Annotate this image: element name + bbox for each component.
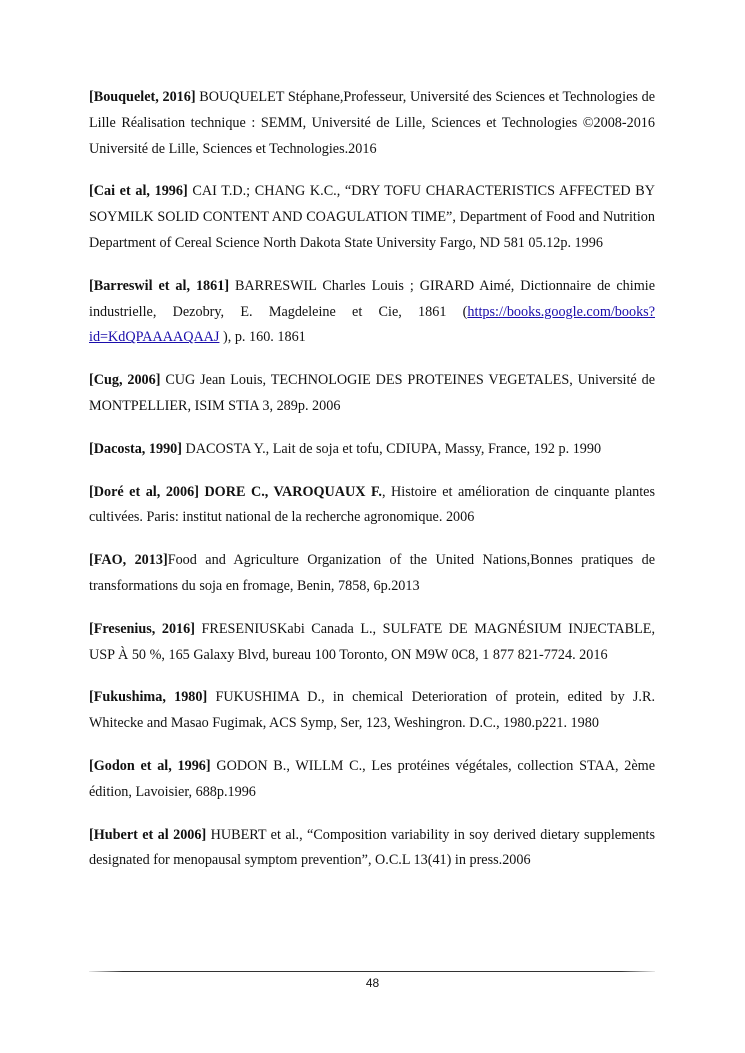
reference-key: [Fresenius, 2016]: [89, 620, 195, 637]
reference-entry: [89, 617, 655, 669]
page-number: 48: [365, 976, 380, 990]
reference-entry: [89, 437, 655, 463]
reference-text: BOUQUELET Stéphane,Professeur, Université des Sciences et Technologies de Lille Réalisation technique : SEMM, Université de Lille, Sciences et Technologies ©2008-2016 Université de Lille, Sciences et Technologies.2016: [89, 89, 656, 157]
reference-text-after: ), p. 160. 1861: [219, 329, 306, 346]
reference-key: [FAO, 2013]: [89, 552, 168, 569]
reference-key: [Doré et al, 2006]: [89, 483, 199, 500]
reference-entry: [89, 179, 655, 256]
reference-text: CAI T.D.; CHANG K.C., “DRY TOFU CHARACTERISTICS AFFECTED BY SOYMILK SOLID CONTENT AND COAGULATION TIME”, Department of Food and Nutrition Department of Cereal Science North Dakota State University Fargo, ND 581 05.12p. 1996: [89, 183, 655, 251]
reference-entry: [89, 548, 655, 600]
reference-key: [Godon et al, 1996]: [89, 757, 211, 774]
reference-entry: [89, 754, 655, 806]
reference-entry: [89, 85, 655, 162]
reference-key: [Cai et al, 1996]: [89, 183, 188, 200]
reference-key: [Bouquelet, 2016]: [89, 89, 196, 105]
reference-text: , Histoire et amélioration de cinquante plantes cultivées. Paris: institut national de la recherche agronomique. 2006: [89, 483, 655, 526]
reference-text: DACOSTA Y., Lait de soja et tofu, CDIUPA, Massy, France, 192 p. 1990: [182, 440, 602, 457]
reference-text: CUG Jean Louis, TECHNOLOGIE DES PROTEINES VEGETALES, Université de MONTPELLIER, ISIM STIA 3, 289p. 2006: [89, 372, 655, 414]
reference-entry: [89, 368, 655, 420]
reference-text: Food and Agriculture Organization of the United Nations,Bonnes pratiques de transformations du soja en fromage, Benin, 7858, 6p.2013: [89, 552, 656, 594]
reference-text: FUKUSHIMA D., in chemical Deterioration of protein, edited by J.R. Whitecke and Masao Fugimak, ACS Symp, Ser, 123, Weshingron. D.C., 1980.p221. 1980: [89, 689, 655, 732]
reference-entry: [89, 480, 655, 532]
reference-key: [Dacosta, 1990]: [89, 440, 182, 457]
reference-key: [Fukushima, 1980]: [89, 689, 208, 706]
reference-entry: [89, 274, 655, 351]
reference-entry: [89, 685, 655, 737]
reference-text: BARRESWIL Charles Louis ; GIRARD Aimé, Dictionnaire de chimie industrielle, Dezobry, E. Magdeleine et Cie, 1861 (: [89, 277, 655, 320]
reference-text: FRESENIUSKabi Canada L., SULFATE DE MAGNÉSIUM INJECTABLE, USP À 50 %, 165 Galaxy Blvd, bureau 100 Toronto, ON M9W 0C8, 1 877 821-7724. 2016: [89, 620, 655, 663]
footer-divider: [89, 971, 655, 972]
reference-text: HUBERT et al., “Composition variability in soy derived dietary supplements designated for menopausal symptom prevention”, O.C.L 13(41) in press.2006: [89, 826, 655, 869]
reference-key: [Barreswil et al, 1861]: [89, 277, 230, 294]
reference-list: [89, 85, 655, 891]
reference-key: [Cug, 2006]: [89, 372, 161, 389]
reference-key: [Hubert et al 2006]: [89, 826, 207, 843]
reference-authors: DORE C., VAROQUAUX F.: [198, 483, 382, 500]
reference-entry: [89, 823, 655, 875]
reference-text: GODON B., WILLM C., Les protéines végétales, collection STAA, 2ème édition, Lavoisier, 688p.1996: [89, 757, 655, 800]
reference-link[interactable]: https://books.google.com/books?id=KdQPAAAAQAAJ: [89, 303, 655, 346]
